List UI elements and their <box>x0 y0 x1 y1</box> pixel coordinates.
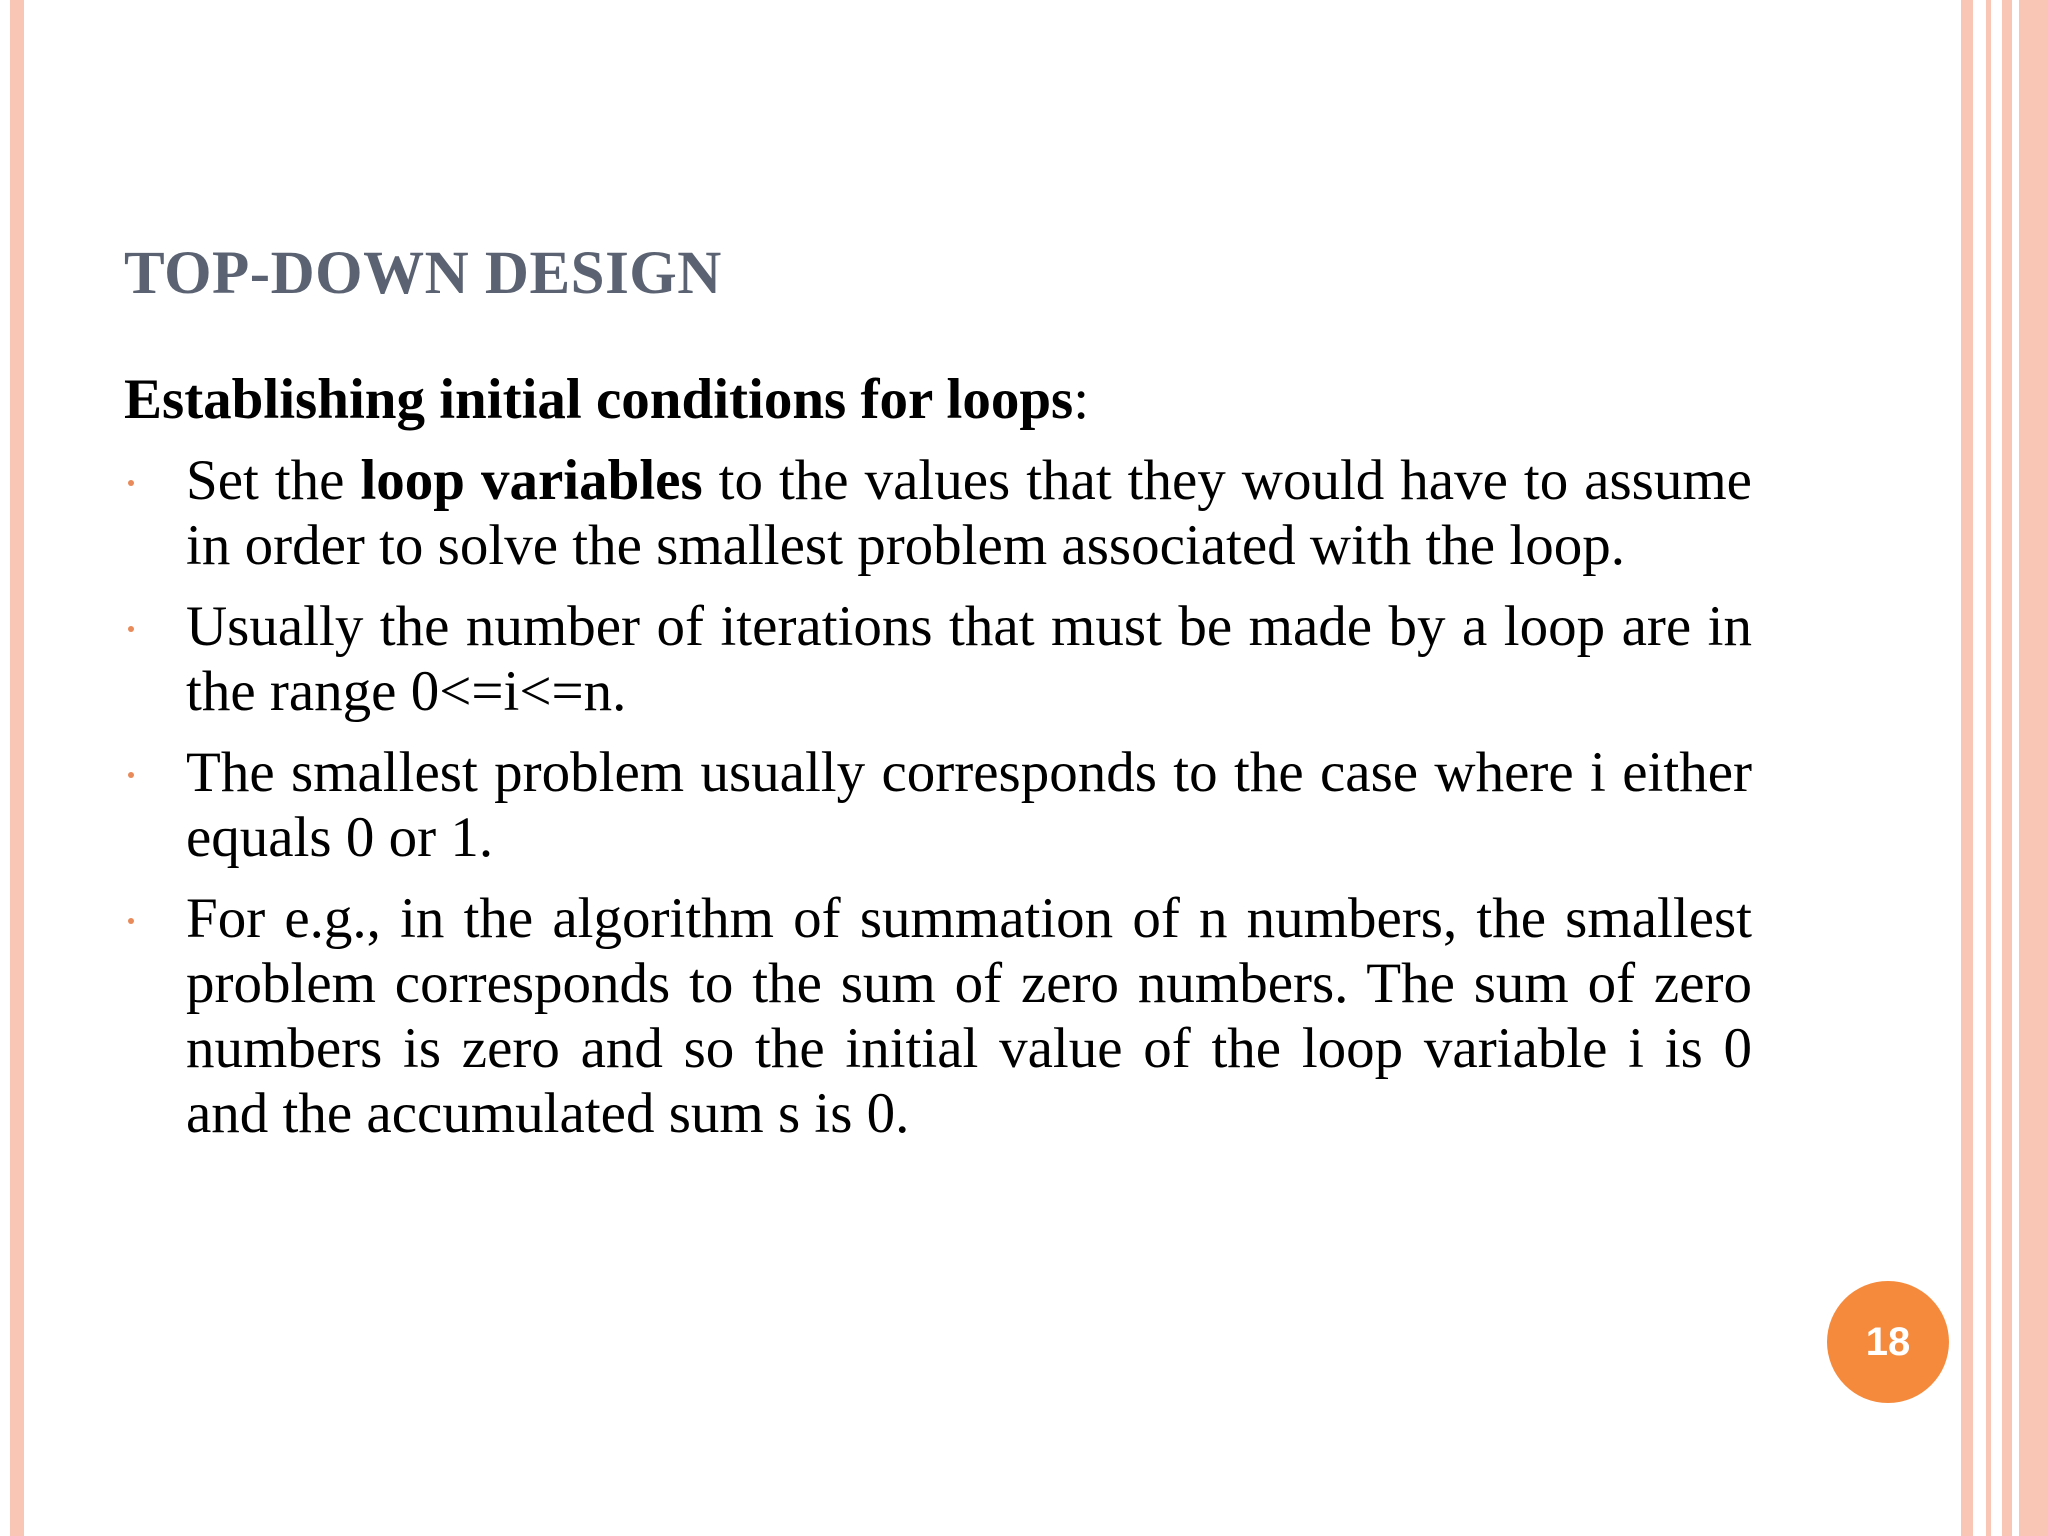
left-border-stripe <box>10 0 24 1536</box>
bullet-text: Set the <box>186 449 361 512</box>
bullet-icon <box>128 918 134 924</box>
bullet-item <box>124 448 1752 578</box>
slide-title: TOP-DOWN DESIGN <box>124 240 722 307</box>
bullet-text: For e.g., in the algorithm of summation of n numbers, the smallest problem corresponds to the sum of zero numbers. The sum of zero numbers is zero and so the initial value of the loop variable i is 0 and the accumulated sum s is 0. <box>186 887 1752 1145</box>
bullet-item <box>124 740 1752 870</box>
right-border-stripe <box>2002 0 2012 1536</box>
bullet-icon <box>128 480 134 486</box>
bullet-text: to the values that they would have to assume in order to solve the smallest problem associated with the loop. <box>186 449 1752 577</box>
bullet-icon <box>128 772 134 778</box>
bullet-list <box>124 448 1752 1162</box>
subheading-suffix: : <box>1073 368 1090 431</box>
bullet-item <box>124 886 1752 1146</box>
bullet-text: Usually the number of iterations that must be made by a loop are in the range 0<=i<=n. <box>186 595 1752 723</box>
bullet-icon <box>128 626 134 632</box>
right-border-stripe <box>2019 0 2048 1536</box>
bullet-text: The smallest problem usually corresponds to the case where i either equals 0 or 1. <box>186 741 1752 869</box>
subheading-bold: Establishing initial conditions for loops <box>124 368 1074 431</box>
subheading <box>124 364 1089 436</box>
right-border-stripe <box>1986 0 1991 1536</box>
bullet-text-bold: loop variables <box>360 449 703 512</box>
bullet-item <box>124 594 1752 724</box>
right-border-stripe <box>1961 0 1973 1536</box>
page-number-badge: 18 <box>1827 1281 1949 1403</box>
